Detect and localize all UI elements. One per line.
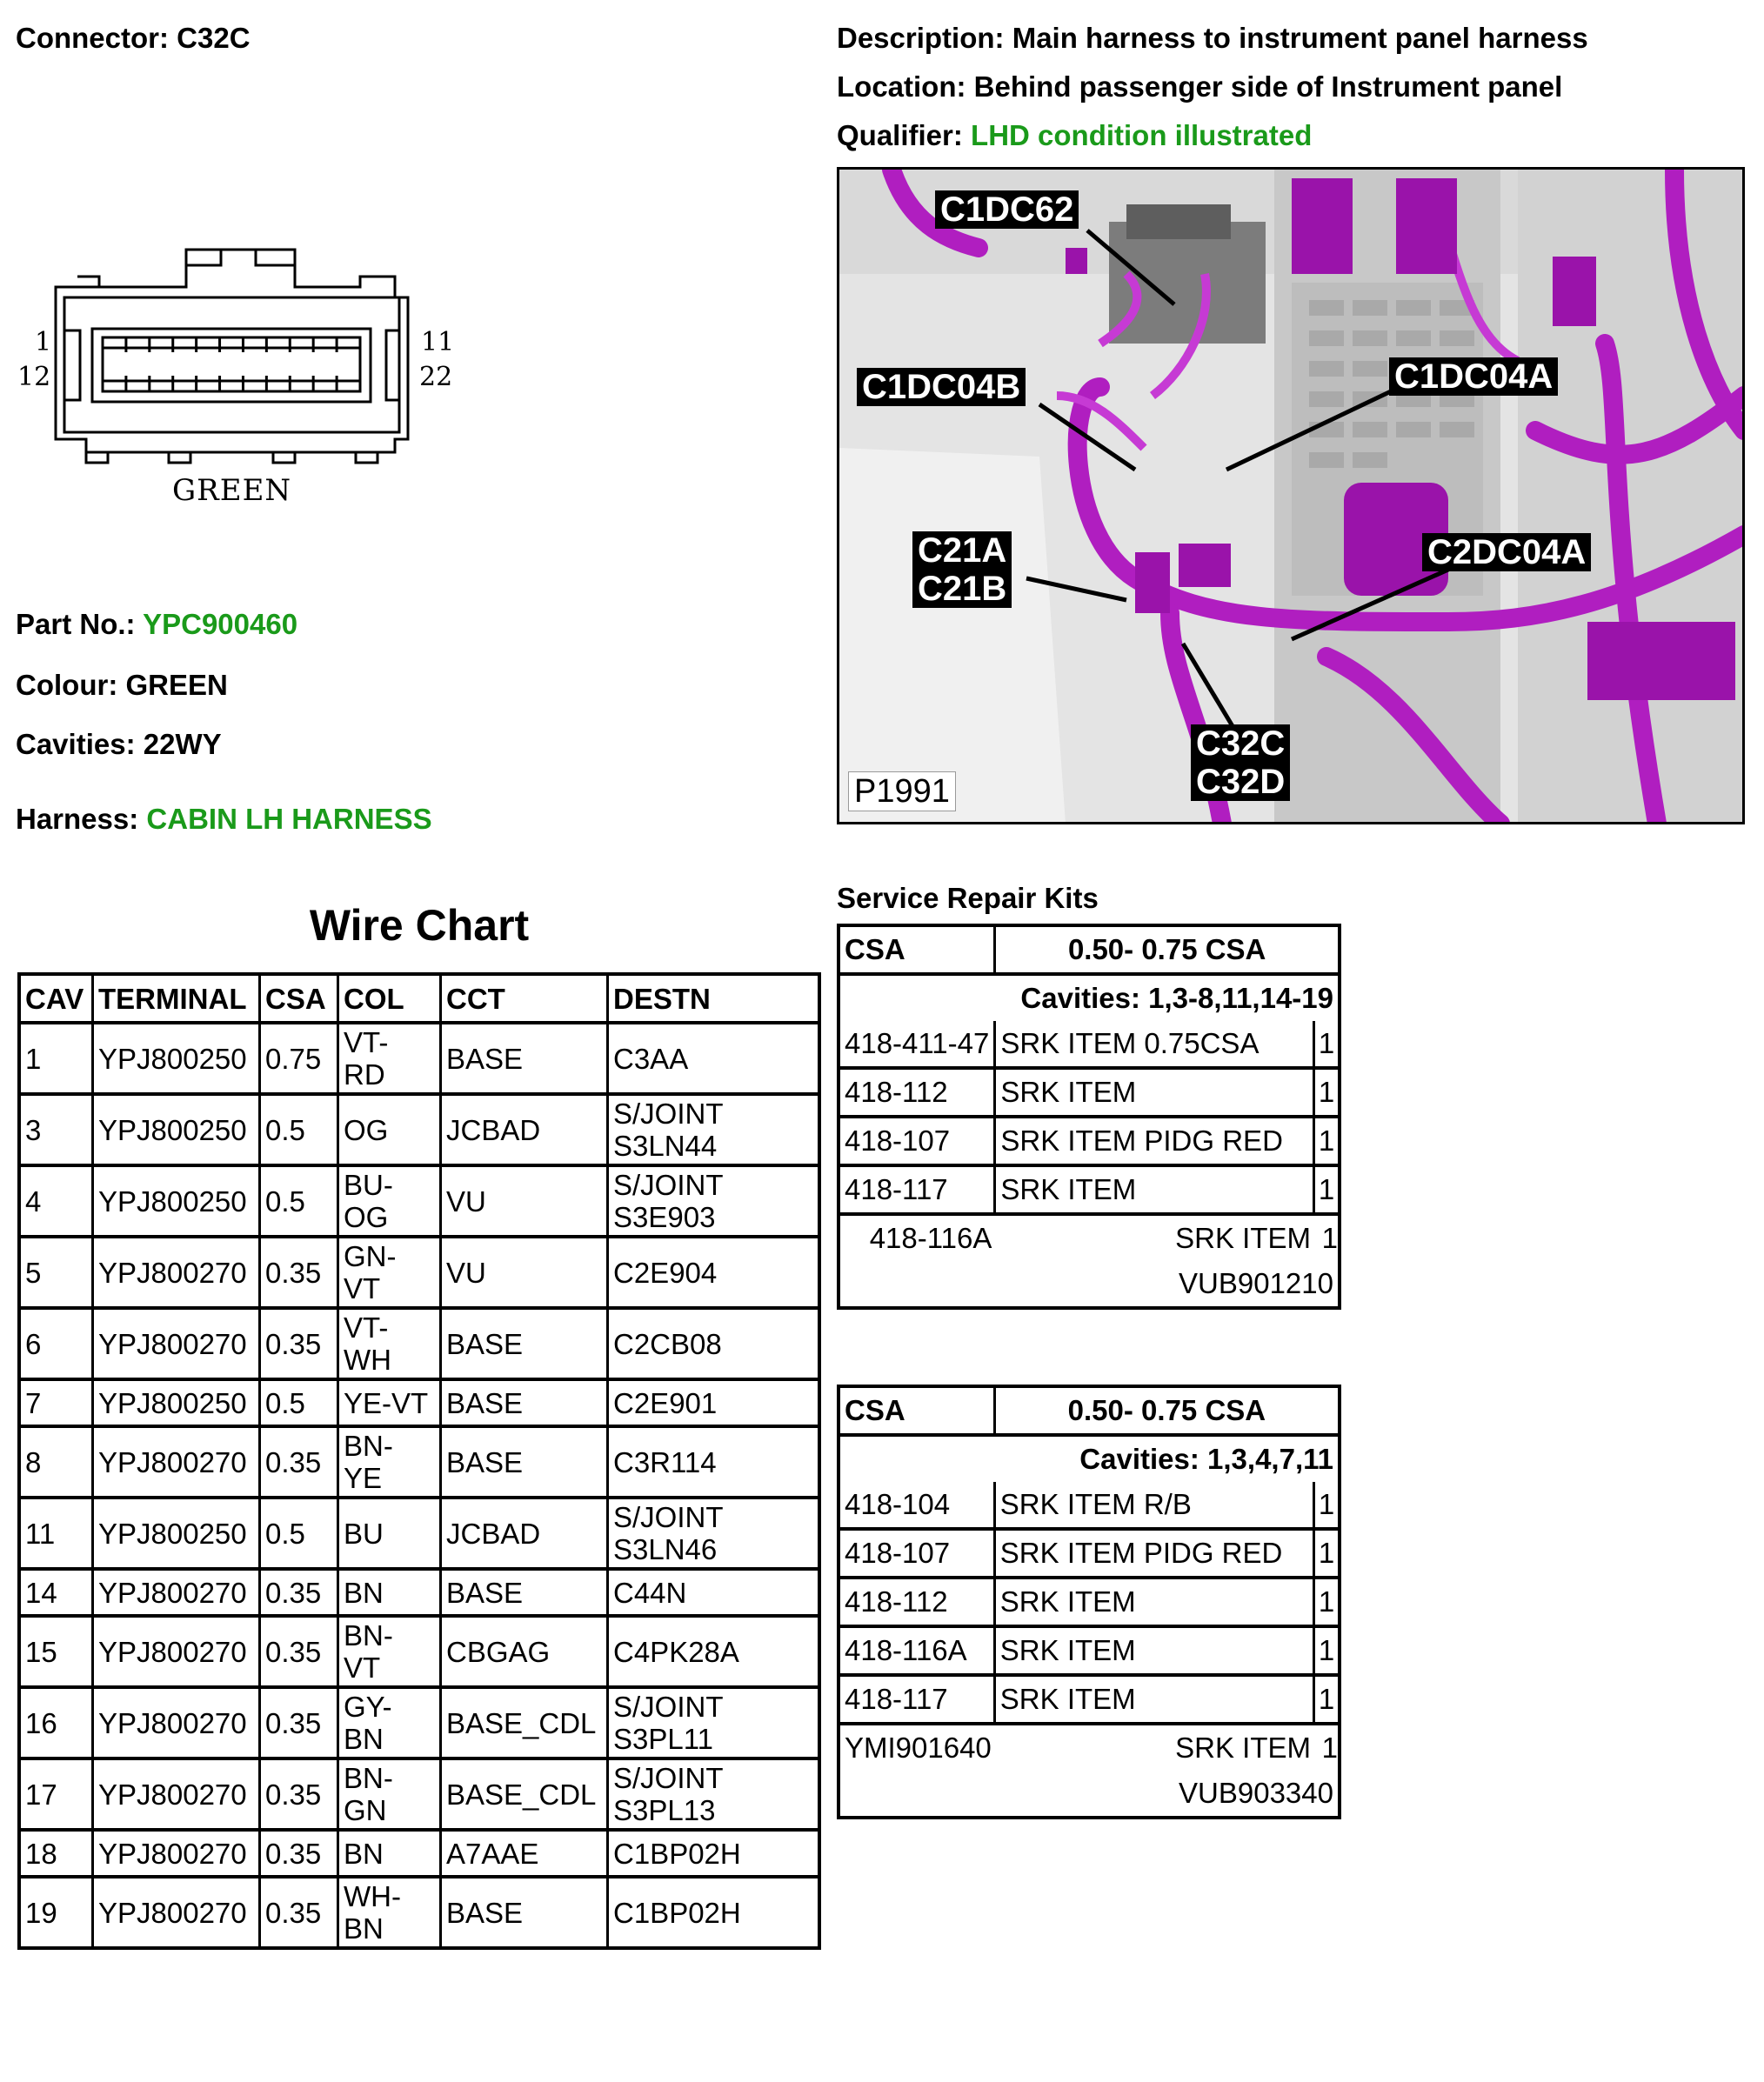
wire-chart-row (21, 1024, 818, 1096)
cell-cav: 18 (21, 1832, 94, 1878)
header-col: COL (339, 976, 442, 1024)
cell-csa: 0.5 (261, 1167, 339, 1238)
cell-destn: C3R114 (609, 1428, 818, 1499)
cell-csa: 0.75 (261, 1024, 339, 1096)
kit-item-row (840, 1070, 1338, 1118)
cell-cav: 11 (21, 1499, 94, 1571)
cell-col: OG (339, 1096, 442, 1167)
kit1-number: VUB901210 (1179, 1267, 1333, 1299)
cell-terminal: YPJ800250 (94, 1167, 261, 1238)
wire-chart-row (21, 1238, 818, 1310)
kit-qty: 1 (1315, 1579, 1338, 1628)
description-label: Description: (837, 22, 1005, 54)
kit-qty: 1 (1315, 1628, 1338, 1677)
cell-cct: JCBAD (442, 1096, 609, 1167)
cell-terminal: YPJ800270 (94, 1832, 261, 1878)
wire-chart-row (21, 1167, 818, 1238)
kit-description: SRK ITEM (996, 1677, 1315, 1725)
kit-item-row (840, 1216, 1338, 1261)
pin-label-1: 1 (35, 327, 52, 357)
cell-cav: 16 (21, 1689, 94, 1760)
cell-col: VT- WH (339, 1310, 442, 1381)
colour-line (16, 668, 228, 703)
cell-destn: S/JOINT S3PL11 (609, 1689, 818, 1760)
cell-terminal: YPJ800270 (94, 1689, 261, 1760)
cell-csa: 0.5 (261, 1381, 339, 1428)
kit-qty: 1 (1315, 1021, 1338, 1070)
cell-cct: BASE_CDL (442, 1689, 609, 1760)
kit-item-row (840, 1725, 1338, 1771)
connector-value: C32C (177, 22, 251, 54)
kit-part-code: 418-112 (840, 1579, 996, 1628)
header-destn: DESTN (609, 976, 818, 1024)
cell-terminal: YPJ800250 (94, 1096, 261, 1167)
kit-qty: 1 (1321, 1732, 1338, 1764)
kit-description: SRK ITEM (1175, 1222, 1311, 1254)
wire-chart-row (21, 1096, 818, 1167)
cell-cct: BASE (442, 1310, 609, 1381)
part-no-line (16, 607, 297, 642)
cell-col: GY- BN (339, 1689, 442, 1760)
cell-destn: C1BP02H (613, 1896, 741, 1929)
harness-value: CABIN LH HARNESS (146, 803, 432, 835)
wire-chart-header-row (21, 976, 818, 1024)
wire-chart-row (21, 1878, 818, 1946)
kit1-cavities: Cavities: 1,3-8,11,14-19 (1020, 982, 1333, 1014)
cell-terminal: YPJ800250 (94, 1024, 261, 1096)
harness-photo-illustration (839, 170, 1744, 824)
cell-destn: C3AA (609, 1024, 818, 1096)
kit1-csa-label: CSA (840, 927, 996, 976)
kit-qty: 1 (1315, 1677, 1338, 1725)
location-line (837, 70, 1562, 104)
kit2-cavities: Cavities: 1,3,4,7,11 (1079, 1443, 1333, 1475)
callout-c1dc04a: C1DC04A (1389, 357, 1558, 396)
cell-cav: 17 (21, 1760, 94, 1832)
kit-part-code: 418-104 (840, 1482, 996, 1531)
cell-cct: BASE (442, 1428, 609, 1499)
cell-cct: BASE_CDL (442, 1760, 609, 1832)
kit-qty: 1 (1315, 1167, 1338, 1216)
cell-cct: VU (442, 1167, 609, 1238)
cell-cct: JCBAD (442, 1499, 609, 1571)
location-label: Location: (837, 70, 966, 103)
cell-csa: 0.5 (261, 1499, 339, 1571)
cell-terminal: YPJ800270 (94, 1878, 261, 1946)
kit-part-code: 418-411-47 (840, 1021, 996, 1070)
cell-cav: 3 (21, 1096, 94, 1167)
part-no-value: YPC900460 (143, 608, 298, 640)
cell-destn: S/JOINT S3PL13 (609, 1760, 818, 1832)
kit-description: SRK ITEM PIDG RED (996, 1531, 1315, 1579)
kit-item-row (840, 1677, 1338, 1725)
header-terminal: TERMINAL (94, 976, 261, 1024)
header-cct: CCT (442, 976, 609, 1024)
kit-qty: 1 (1321, 1222, 1338, 1254)
kit-qty: 1 (1315, 1118, 1338, 1167)
kit-item-row (840, 1021, 1338, 1070)
photo-id: P1991 (848, 771, 956, 811)
kit-item-row (840, 1118, 1338, 1167)
qualifier-label: Qualifier: (837, 119, 963, 151)
pin-label-12: 12 (17, 362, 51, 392)
cell-col: BN- GN (339, 1760, 442, 1832)
wire-chart-row (21, 1381, 818, 1428)
kit-description: SRK ITEM (996, 1167, 1315, 1216)
kit-qty: 1 (1315, 1070, 1338, 1118)
pin-label-22: 22 (419, 362, 453, 392)
cell-destn: C4PK28A (609, 1618, 818, 1689)
part-no-label: Part No.: (16, 608, 136, 640)
cell-csa: 0.35 (261, 1238, 339, 1310)
cell-terminal: YPJ800250 (94, 1499, 261, 1571)
wire-chart-row (21, 1499, 818, 1571)
colour-label: Colour: (16, 669, 118, 701)
cell-cav: 4 (21, 1167, 94, 1238)
cell-cav: 1 (21, 1024, 94, 1096)
cell-cct: BASE (442, 1024, 609, 1096)
cell-csa: 0.35 (261, 1428, 339, 1499)
cell-csa: 0.35 (261, 1760, 339, 1832)
callout-c2dc04a: C2DC04A (1422, 533, 1591, 571)
kit-part-code: 418-117 (840, 1677, 996, 1725)
cell-col: BN (339, 1571, 442, 1618)
cell-cct: CBGAG (442, 1618, 609, 1689)
kit1-csa-value: 0.50- 0.75 CSA (996, 927, 1338, 976)
kit-item-row (840, 1579, 1338, 1628)
cell-col: BU (339, 1499, 442, 1571)
cell-terminal: YPJ800250 (94, 1381, 261, 1428)
cell-col: BU- OG (339, 1167, 442, 1238)
kit-description: SRK ITEM R/B (996, 1482, 1315, 1531)
cavities-value: 22WY (143, 728, 222, 760)
cell-destn: C44N (609, 1571, 818, 1618)
kit2-number: VUB903340 (1179, 1777, 1333, 1809)
cell-cct: BASE (442, 1878, 609, 1946)
cell-col: WH- BN (339, 1878, 442, 1946)
kit-part-code: YMI901640 (845, 1732, 992, 1764)
wire-chart-table (17, 972, 821, 1950)
kit-item-row (840, 1628, 1338, 1677)
header-csa: CSA (261, 976, 339, 1024)
kit-part-code: 418-116A (869, 1222, 992, 1254)
cell-destn: C2E901 (609, 1381, 818, 1428)
cell-cct: BASE (442, 1571, 609, 1618)
repair-kit-table-1 (837, 924, 1341, 1310)
kit-description: SRK ITEM PIDG RED (996, 1118, 1315, 1167)
cell-cav: 8 (21, 1428, 94, 1499)
cell-csa: 0.35 (261, 1618, 339, 1689)
kit-description: SRK ITEM (996, 1579, 1315, 1628)
location-value: Behind passenger side of Instrument panel (973, 70, 1563, 103)
cell-terminal: YPJ800270 (94, 1238, 261, 1310)
cell-terminal: YPJ800270 (94, 1428, 261, 1499)
kit-part-code: 418-107 (840, 1118, 996, 1167)
cell-destn: C2E904 (609, 1238, 818, 1310)
cell-terminal: YPJ800270 (94, 1310, 261, 1381)
cell-terminal: YPJ800270 (94, 1618, 261, 1689)
cavities-line (16, 727, 222, 762)
callout-c1dc62: C1DC62 (935, 190, 1079, 229)
qualifier-value: LHD condition illustrated (971, 119, 1313, 151)
kit-part-code: 418-112 (840, 1070, 996, 1118)
service-repair-kits-title: Service Repair Kits (837, 882, 1099, 914)
kit-item-row (840, 1167, 1338, 1216)
cavities-label: Cavities: (16, 728, 136, 760)
diagram-colour-label: GREEN (172, 473, 292, 508)
cell-cav: 15 (21, 1618, 94, 1689)
cell-col: BN- VT (339, 1618, 442, 1689)
wire-chart-row (21, 1310, 818, 1381)
connector-label: Connector: (16, 22, 169, 54)
kit-description: SRK ITEM (996, 1628, 1315, 1677)
wire-chart-row (21, 1760, 818, 1832)
cell-csa: 0.35 (261, 1878, 339, 1946)
cell-csa: 0.35 (261, 1832, 339, 1878)
kit-description: SRK ITEM 0.75CSA (996, 1021, 1315, 1070)
cell-csa: 0.35 (261, 1310, 339, 1381)
kit2-csa-value: 0.50- 0.75 CSA (996, 1388, 1338, 1437)
kit-description: SRK ITEM (996, 1070, 1315, 1118)
wire-chart-title: Wire Chart (309, 901, 530, 950)
description-line (837, 21, 1588, 56)
description-value: Main harness to instrument panel harness (1012, 22, 1588, 54)
cell-cav: 19 (21, 1878, 94, 1946)
pin-label-11: 11 (421, 327, 455, 357)
cell-terminal: YPJ800270 (94, 1760, 261, 1832)
kit-part-code: 418-116A (840, 1628, 996, 1677)
callout-c32c-c32d: C32C C32D (1191, 724, 1290, 801)
wire-chart-row (21, 1618, 818, 1689)
kit2-csa-label: CSA (840, 1388, 996, 1437)
wire-chart-row (21, 1428, 818, 1499)
repair-kit-table-2 (837, 1385, 1341, 1819)
connector-face-diagram (12, 235, 464, 522)
cell-cct: A7AAE (442, 1832, 609, 1878)
cell-terminal: YPJ800270 (94, 1571, 261, 1618)
cell-cav: 5 (21, 1238, 94, 1310)
cell-col: BN (339, 1832, 442, 1878)
cell-cct: VU (442, 1238, 609, 1310)
cell-csa: 0.5 (261, 1096, 339, 1167)
connector-line (16, 21, 251, 56)
cell-col: BN- YE (339, 1428, 442, 1499)
cell-destn: S/JOINT S3E903 (609, 1167, 818, 1238)
cell-col: VT- RD (339, 1024, 442, 1096)
callout-c1dc04b: C1DC04B (857, 368, 1026, 406)
cell-col: GN- VT (339, 1238, 442, 1310)
cell-csa: 0.35 (261, 1689, 339, 1760)
harness-label: Harness: (16, 803, 139, 835)
kit-description: SRK ITEM (1175, 1732, 1311, 1764)
cell-cct: BASE (442, 1381, 609, 1428)
kit-item-row (840, 1531, 1338, 1579)
qualifier-line (837, 118, 1312, 153)
header-cav: CAV (21, 976, 94, 1024)
location-photo (837, 167, 1745, 824)
kit-item-row (840, 1482, 1338, 1531)
cell-col: YE-VT (339, 1381, 442, 1428)
wire-chart-row (21, 1571, 818, 1618)
cell-cav: 6 (21, 1310, 94, 1381)
cell-cav: 14 (21, 1571, 94, 1618)
cell-cav: 7 (21, 1381, 94, 1428)
kit-qty: 1 (1315, 1482, 1338, 1531)
kit-part-code: 418-107 (840, 1531, 996, 1579)
harness-line (16, 802, 432, 837)
kit-part-code: 418-117 (840, 1167, 996, 1216)
colour-value: GREEN (125, 669, 228, 701)
cell-destn: C1BP02H (609, 1832, 818, 1878)
callout-c21a-c21b: C21A C21B (912, 531, 1012, 608)
cell-destn: S/JOINT S3LN44 (609, 1096, 818, 1167)
wire-chart-row (21, 1689, 818, 1760)
wire-chart-row (21, 1832, 818, 1878)
cell-destn: S/JOINT S3LN46 (609, 1499, 818, 1571)
cell-csa: 0.35 (261, 1571, 339, 1618)
cell-destn: C2CB08 (609, 1310, 818, 1381)
kit-qty: 1 (1315, 1531, 1338, 1579)
